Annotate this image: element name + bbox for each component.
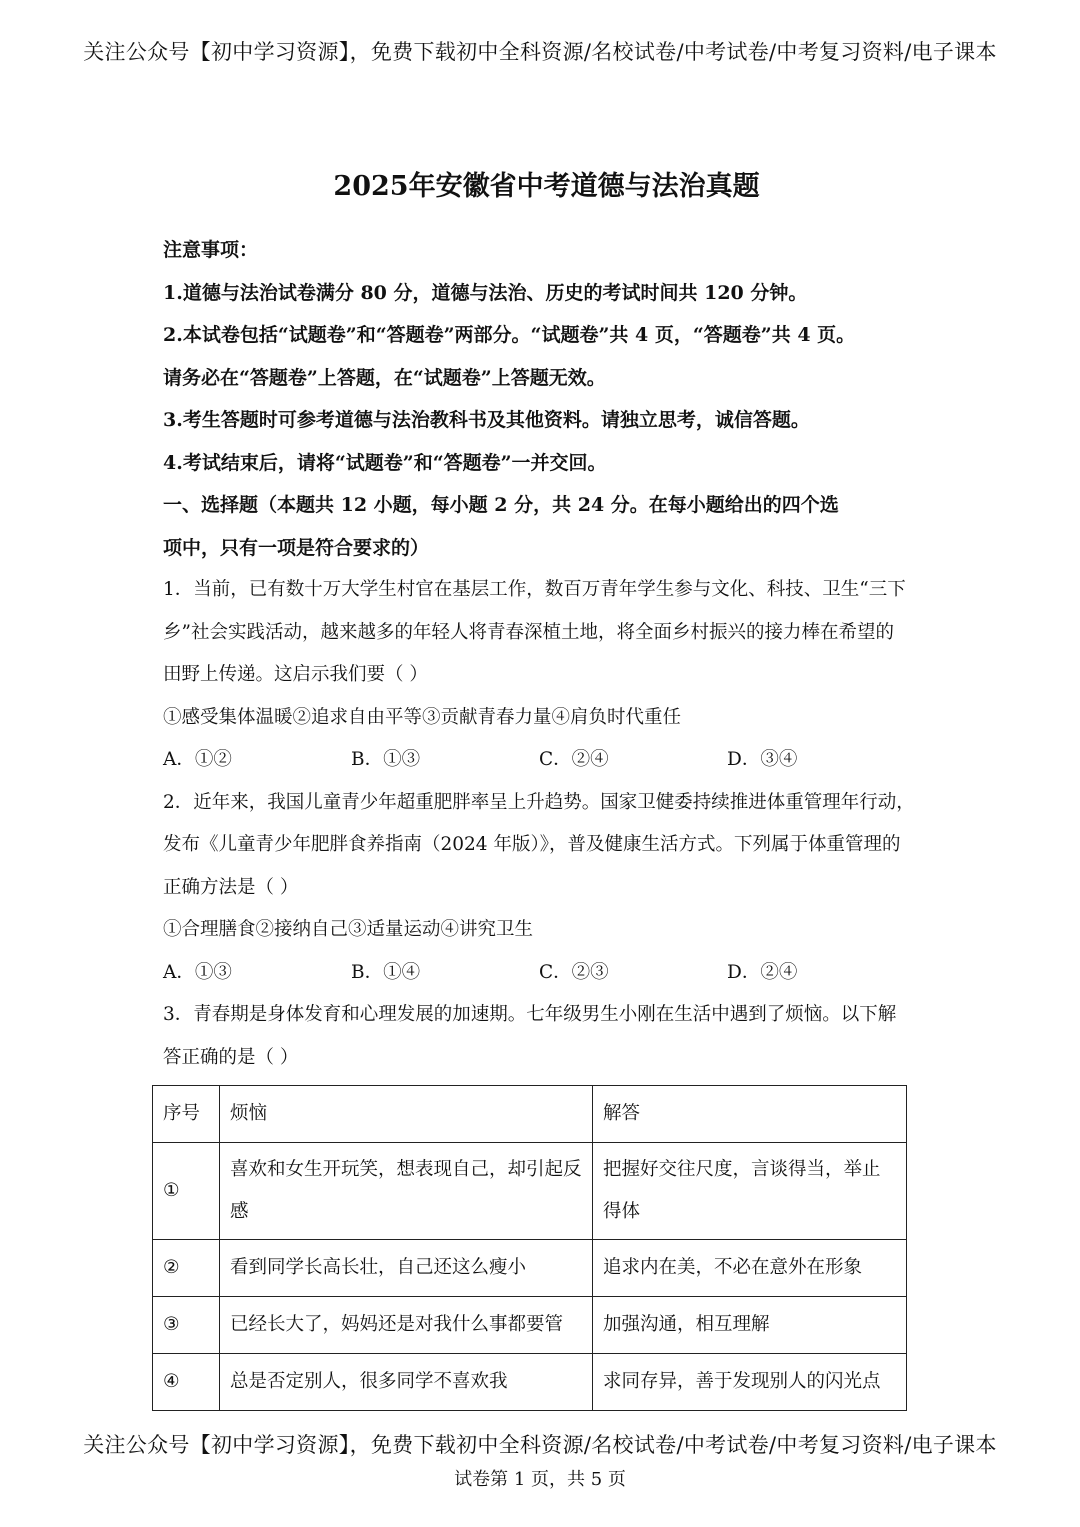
row-number: ③ [153, 1297, 220, 1354]
answer-cell: 把握好交往尺度，言谈得当，举止得体 [593, 1143, 907, 1240]
trouble-cell: 看到同学长高长壮，自己还这么瘦小 [220, 1240, 593, 1297]
answer-cell: 求同存异，善于发现别人的闪光点 [593, 1354, 907, 1411]
header-cell: 烦恼 [220, 1086, 593, 1143]
option-a: A．①③ [163, 961, 232, 983]
promo-banner-top: 关注公众号【初中学习资源】，免费下载初中全科资源/名校试卷/中考试卷/中考复习资料/电子课本 [83, 40, 997, 64]
option-a: A．①② [163, 749, 232, 770]
option-c: C．②③ [539, 961, 609, 983]
note-item: 3.考生答题时可参考道德与法治教科书及其他资料。请独立思考，诚信答题。 [163, 409, 810, 431]
question-3 [163, 994, 938, 1079]
row-number: ④ [153, 1354, 220, 1411]
row-number: ① [153, 1143, 220, 1240]
question-1 [163, 569, 938, 782]
question-text: 1．当前，已有数十万大学生村官在基层工作，数百万青年学生参与文化、科技、卫生“三下 [163, 579, 906, 600]
answer-cell: 追求内在美，不必在意外在形象 [593, 1240, 907, 1297]
answer-options [163, 739, 938, 782]
option-c: C．②④ [539, 749, 609, 770]
table-row [153, 1143, 907, 1240]
section-heading: 一、选择题（本题共 12 小题，每小题 2 分，共 24 分。在每小题给出的四个选 [163, 494, 839, 516]
trouble-cell: 喜欢和女生开玩笑，想表现自己，却引起反感 [220, 1143, 593, 1240]
question-text: 3．青春期是身体发育和心理发展的加速期。七年级男生小刚在生活中遇到了烦恼。以下解 [163, 1004, 897, 1025]
question-text: 答正确的是（ ） [163, 1046, 299, 1068]
note-item: 4.考试结束后，请将“试题卷”和“答题卷”一并交回。 [163, 451, 607, 474]
table-row [153, 1240, 907, 1297]
trouble-cell: 总是否定别人，很多同学不喜欢我 [220, 1354, 593, 1411]
table-header-row [153, 1086, 907, 1143]
page-footer: 试卷第 1 页，共 5 页 [454, 1469, 626, 1490]
trouble-cell: 已经长大了，妈妈还是对我什么事都要管 [220, 1297, 593, 1354]
promo-banner-bottom: 关注公众号【初中学习资源】，免费下载初中全科资源/名校试卷/中考试卷/中考复习资料/电子课本 [83, 1433, 997, 1457]
question-items: ①合理膳食②接纳自己③适量运动④讲究卫生 [163, 919, 534, 940]
question-text: 正确方法是（ ） [163, 876, 299, 898]
question-items: ①感受集体温暖②追求自由平等③贡献青春力量④肩负时代重任 [163, 706, 682, 728]
notes-heading: 注意事项： [163, 239, 259, 261]
table-row [153, 1297, 907, 1354]
exam-content [163, 165, 938, 1411]
question-text: 2．近年来，我国儿童青少年超重肥胖率呈上升趋势。国家卫健委持续推进体重管理年行动， [163, 791, 915, 813]
page-title: 2025年安徽省中考道德与法治真题 [333, 171, 760, 202]
option-b: B．①③ [351, 749, 421, 770]
question-text: 发布《儿童青少年肥胖食养指南（2024 年版）》，普及健康生活方式。下列属于体重管理的 [163, 834, 901, 855]
question-text: 田野上传递。这启示我们要（ ） [163, 664, 428, 685]
option-d: D．②④ [727, 961, 798, 983]
trouble-table [152, 1085, 907, 1411]
answer-options [163, 952, 938, 995]
question-2 [163, 782, 938, 995]
header-cell: 序号 [153, 1086, 220, 1143]
answer-cell: 加强沟通，相互理解 [593, 1297, 907, 1354]
note-item: 请务必在“答题卷”上答题，在“试题卷”上答题无效。 [163, 366, 606, 389]
question-text: 乡”社会实践活动，越来越多的年轻人将青春深植土地，将全面乡村振兴的接力棒在希望的 [163, 621, 894, 643]
table-row [153, 1354, 907, 1411]
section-heading-cont: 项中，只有一项是符合要求的） [163, 536, 430, 559]
note-item: 1.道德与法治试卷满分 80 分，道德与法治、历史的考试时间共 120 分钟。 [163, 281, 808, 304]
option-b: B．①④ [351, 961, 421, 983]
option-d: D．③④ [727, 749, 798, 770]
header-cell: 解答 [593, 1086, 907, 1143]
note-item: 2.本试卷包括“试题卷”和“答题卷”两部分。“试题卷”共 4 页，“答题卷”共 4 页。 [163, 324, 856, 346]
row-number: ② [153, 1240, 220, 1297]
